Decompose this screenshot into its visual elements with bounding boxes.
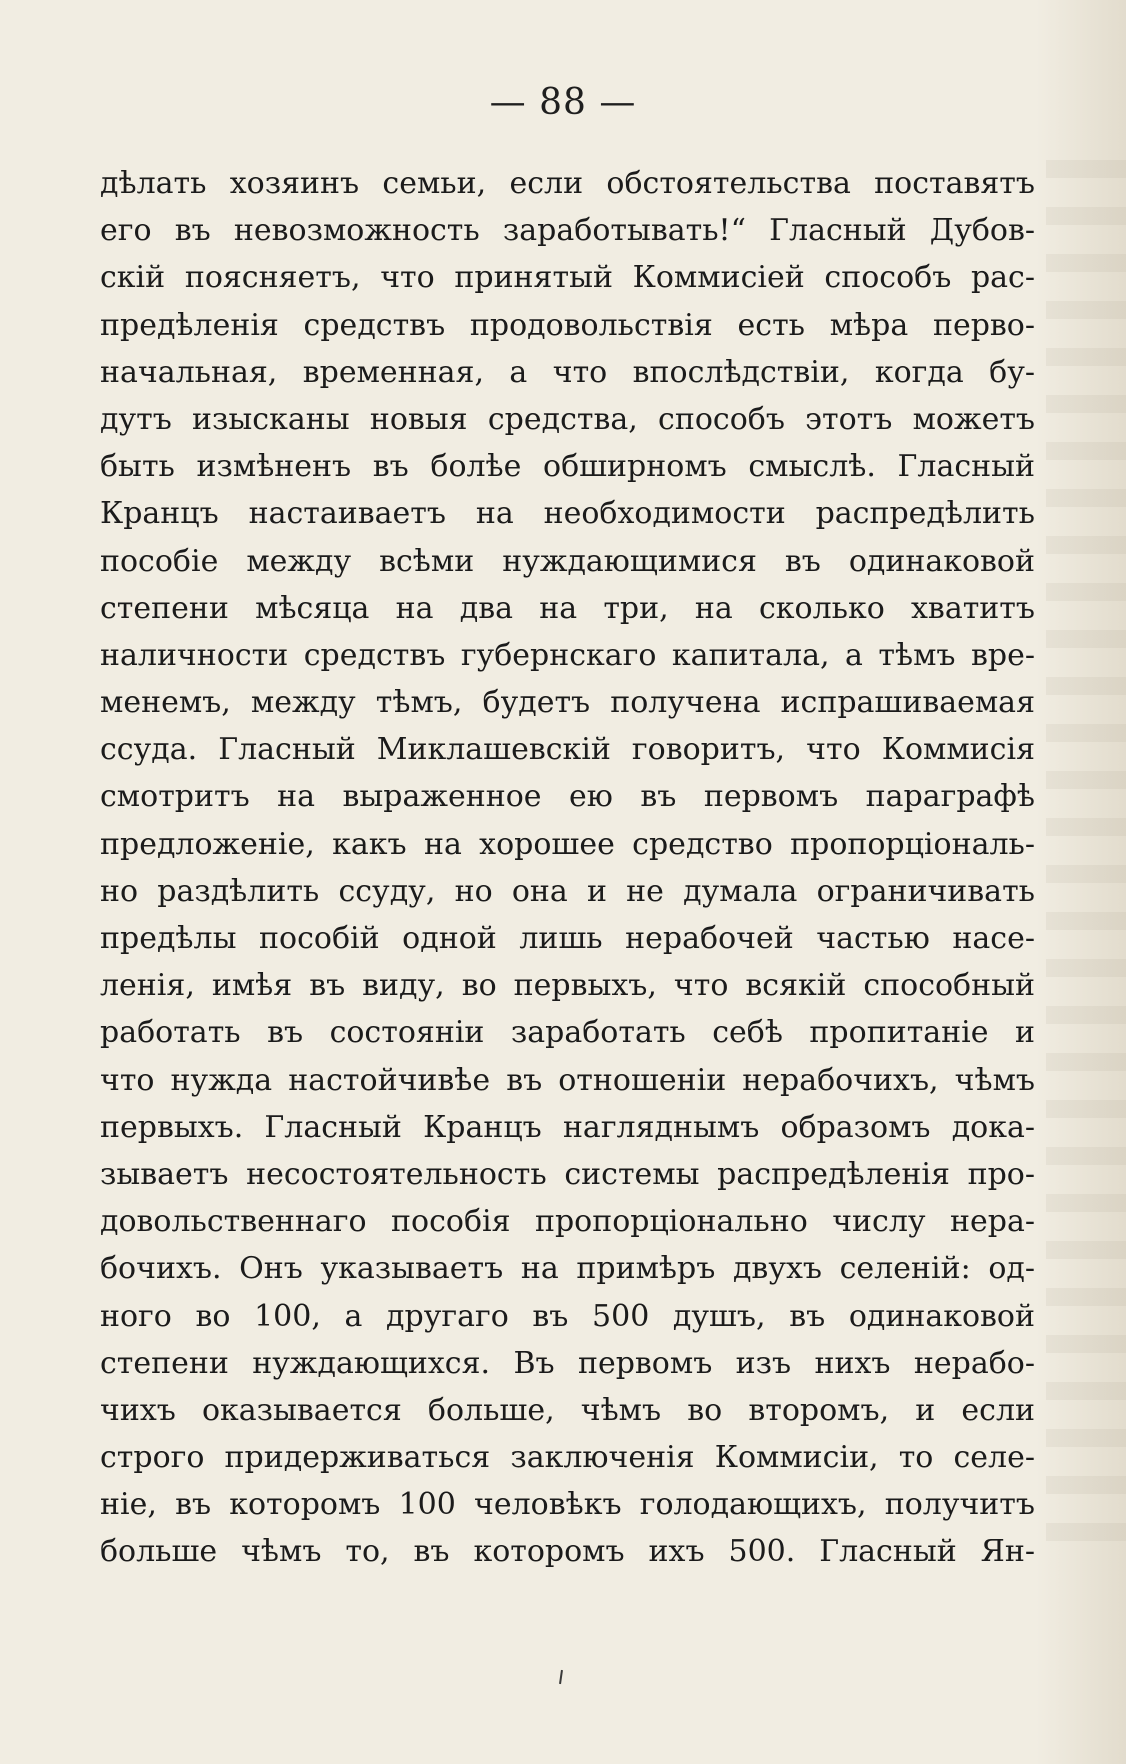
text-line: что нужда настойчивѣе въ отношеніи нерабочихъ, чѣмъ xyxy=(100,1062,1035,1098)
text-line: дутъ изысканы новыя средства, способъ этотъ можетъ xyxy=(100,401,1035,437)
text-line: Кранцъ настаиваетъ на необходимости распредѣлить xyxy=(100,496,1035,532)
text-line: зываетъ несостоятельность системы распредѣленія про- xyxy=(100,1156,1035,1192)
text-line: степени мѣсяца на два на три, на сколько хватитъ xyxy=(100,590,1035,626)
text-line: ссуда. Гласный Миклашевскій говоритъ, что Коммисія xyxy=(100,732,1035,768)
text-line: смотритъ на выраженное ею въ первомъ параграфѣ xyxy=(100,779,1035,815)
text-line: скій поясняетъ, что принятый Коммисіей способъ рас- xyxy=(100,260,1035,296)
text-line: пособіе между всѣми нуждающимися въ одинаковой xyxy=(100,543,1035,579)
show-through-text xyxy=(1046,160,1126,1560)
text-line: предѣлы пособій одной лишь нерабочей частью насе- xyxy=(100,921,1035,956)
text-line: ного во 100, а другаго въ 500 душъ, въ одинаковой xyxy=(100,1298,1035,1334)
text-line: строго придерживаться заключенія Коммисіи, то селе- xyxy=(100,1440,1035,1476)
text-line: наличности средствъ губернскаго капитала, а тѣмъ вре- xyxy=(100,637,1035,673)
text-line: дѣлать хозяинъ семьи, если обстоятельства поставятъ xyxy=(100,166,1035,201)
text-line: бочихъ. Онъ указываетъ на примѣръ двухъ селеній: од- xyxy=(100,1251,1035,1287)
text-line: работать въ состояніи заработать себѣ пропитаніе и xyxy=(100,1015,1035,1051)
text-line: начальная, временная, а что впослѣдствіи, когда бу- xyxy=(100,354,1035,390)
text-line: ленія, имѣя въ виду, во первыхъ, что всякій способный xyxy=(100,968,1035,1004)
text-line: степени нуждающихся. Въ первомъ изъ нихъ нерабо- xyxy=(100,1345,1035,1381)
text-line: его въ невозможность заработывать!“ Гласный Дубов- xyxy=(100,213,1035,249)
text-line: довольственнаго пособія пропорціонально числу нера- xyxy=(100,1204,1035,1240)
text-line: быть измѣненъ въ болѣе обширномъ смыслѣ. Гласный xyxy=(100,449,1035,485)
text-line: предѣленія средствъ продовольствія есть мѣра перво- xyxy=(100,307,1035,343)
text-line: менемъ, между тѣмъ, будетъ получена испрашиваемая xyxy=(100,685,1035,721)
text-line: первыхъ. Гласный Кранцъ нагляднымъ образомъ дока- xyxy=(100,1109,1035,1145)
page-number: — 88 — xyxy=(489,82,637,123)
text-line: больше чѣмъ то, въ которомъ ихъ 500. Гласный Ян- xyxy=(100,1534,1035,1570)
body-text xyxy=(100,160,1035,1576)
stray-ink-mark xyxy=(559,1670,563,1684)
text-line: ніе, въ которомъ 100 человѣкъ голодающихъ, получитъ xyxy=(100,1487,1035,1523)
text-line: предложеніе, какъ на хорошее средство пропорціональ- xyxy=(100,826,1035,862)
text-line: чихъ оказывается больше, чѣмъ во второмъ, и если xyxy=(100,1392,1035,1428)
text-line: но раздѣлить ссуду, но она и не думала ограничивать xyxy=(100,873,1035,909)
